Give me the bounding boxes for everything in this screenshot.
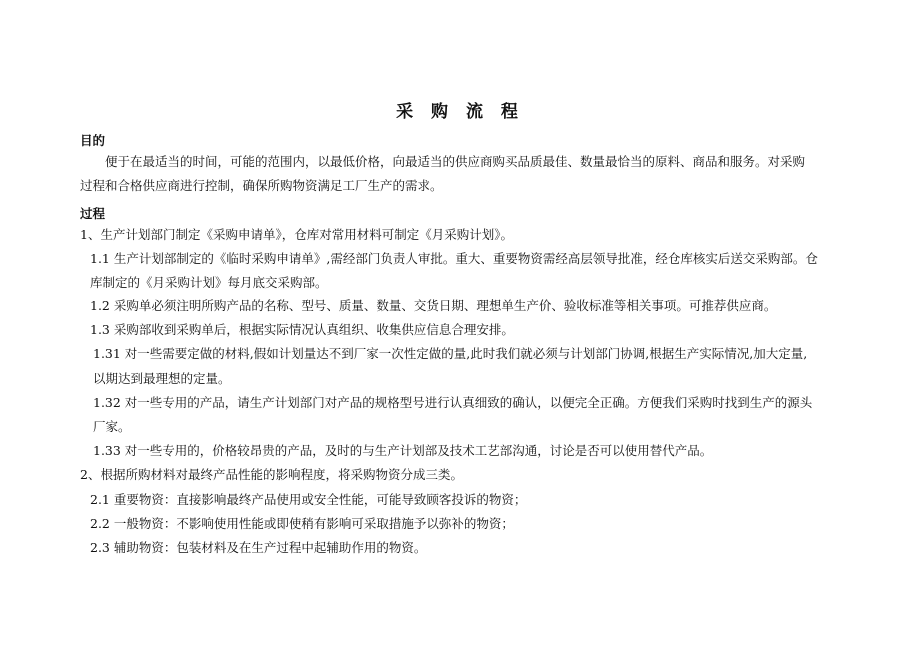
- process-item-1-31-line-1: 1.31 对一些需要定做的材料,假如计划量达不到厂家一次性定做的量,此时我们就必须与计划部门协调,根据生产实际情况,加大定量,: [93, 346, 808, 361]
- purpose-text-line-1: 便于在最适当的时间，可能的范围内，以最低价格，向最适当的供应商购买品质最佳、数量最恰当的原料、商品和服务。对采购: [105, 154, 806, 169]
- process-heading: 过程: [80, 206, 106, 221]
- process-item-2: 2、根据所购材料对最终产品性能的影响程度，将采购物资分成三类。: [80, 467, 463, 482]
- process-item-2-1: 2.1 重要物资：直接影响最终产品使用或安全性能，可能导致顾客投诉的物资；: [90, 492, 527, 507]
- process-item-1: 1、生产计划部门制定《采购申请单》，仓库对常用材料可制定《月采购计划》。: [80, 227, 513, 242]
- purpose-heading: 目的: [80, 133, 106, 148]
- process-item-1-32-line-2: 厂家。: [93, 419, 131, 434]
- process-item-2-3: 2.3 辅助物资：包装材料及在生产过程中起辅助作用的物资。: [90, 540, 427, 555]
- process-item-1-32-line-1: 1.32 对一些专用的产品，请生产计划部门对产品的规格型号进行认真细致的确认，以便完全正确。方便我们采购时找到生产的源头: [93, 395, 813, 410]
- document-title: 采 购 流 程: [396, 102, 524, 122]
- process-item-2-2: 2.2 一般物资：不影响使用性能或即使稍有影响可采取措施予以弥补的物资；: [90, 516, 514, 531]
- process-item-1-2: 1.2 采购单必须注明所购产品的名称、型号、质量、数量、交货日期、理想单生产价、验收标准等相关事项。可推荐供应商。: [90, 298, 777, 313]
- process-item-1-1-line-2: 库制定的《月采购计划》每月底交采购部。: [90, 275, 328, 290]
- process-item-1-33: 1.33 对一些专用的，价格较昂贵的产品，及时的与生产计划部及技术工艺部沟通，讨论是否可以使用替代产品。: [93, 443, 713, 458]
- process-item-1-3: 1.3 采购部收到采购单后，根据实际情况认真组织、收集供应信息合理安排。: [90, 322, 514, 337]
- purpose-text-line-2: 过程和合格供应商进行控制，确保所购物资满足工厂生产的需求。: [80, 178, 443, 193]
- process-item-1-31-line-2: 以期达到最理想的定量。: [93, 371, 231, 386]
- process-item-1-1-line-1: 1.1 生产计划部制定的《临时采购申请单》,需经部门负责人审批。重大、重要物资需经高层领导批准，经仓库核实后送交采购部。仓: [90, 251, 818, 266]
